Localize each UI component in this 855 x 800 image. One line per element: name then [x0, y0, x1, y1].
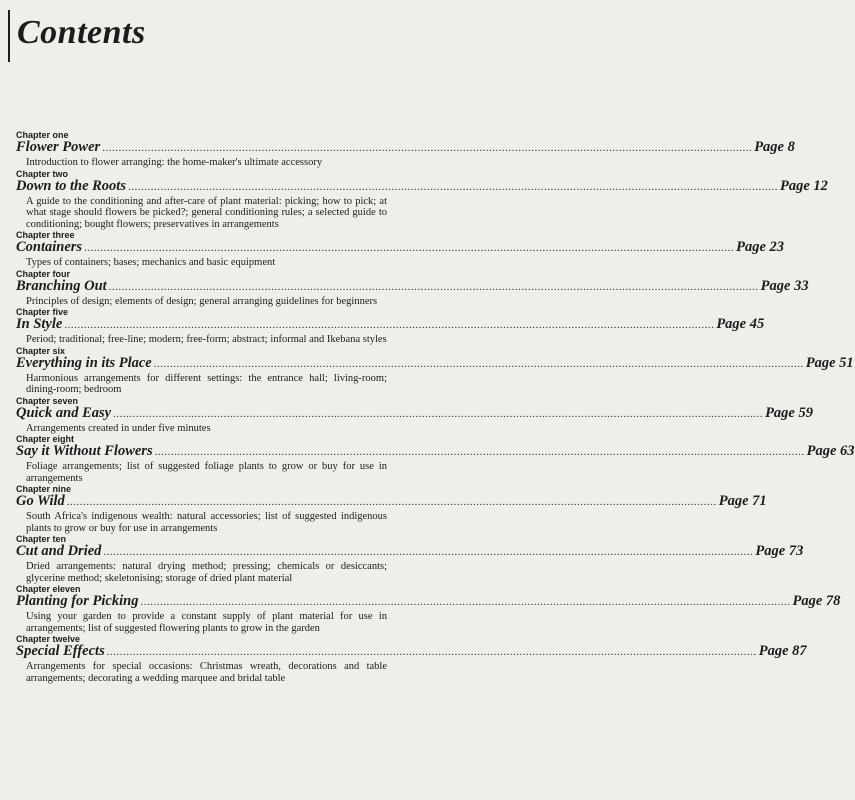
- chapter-heading-row: [16, 139, 795, 156]
- chapter-label: Chapter six: [16, 345, 66, 356]
- chapter-title: In Style: [16, 316, 63, 332]
- chapter-title: Quick and Easy: [16, 404, 112, 421]
- page-reference: Page 73: [755, 543, 804, 559]
- dot-leader: ........................................................................................................................................................................................................: [103, 546, 754, 558]
- chapter-heading-row: [16, 543, 804, 560]
- page-reference: Page 51: [805, 354, 854, 371]
- toc-entry: [16, 230, 785, 269]
- page-reference: Page 71: [718, 493, 767, 509]
- chapter-title: Flower Power: [16, 139, 101, 155]
- toc-entry: [16, 434, 855, 484]
- dot-leader: ........................................................................................................................................................................................................: [127, 180, 778, 193]
- toc-entry: [16, 395, 813, 435]
- chapter-label: Chapter eleven: [16, 584, 81, 594]
- chapter-heading-row: [16, 354, 854, 372]
- table-of-contents: [16, 130, 855, 684]
- chapter-heading-row: [16, 239, 785, 256]
- chapter-label: Chapter four: [16, 268, 70, 279]
- chapter-description: Period; traditional; free-line; modern; free-form; abstract; informal and Ikebana styles: [26, 334, 387, 345]
- dot-leader: ........................................................................................................................................................................................................: [64, 319, 715, 331]
- chapter-heading-row: [16, 316, 765, 333]
- dot-leader: ........................................................................................................................................................................................................: [102, 142, 753, 154]
- chapter-label: Chapter one: [16, 130, 69, 140]
- chapter-title: Special Effects: [16, 643, 105, 659]
- toc-entry: [16, 168, 828, 231]
- page-reference: Page 59: [765, 404, 813, 421]
- chapter-title: Cut and Dried: [16, 543, 102, 559]
- page-reference: Page 8: [754, 139, 795, 155]
- chapter-heading-row: [16, 593, 841, 610]
- margin-rule: [8, 10, 10, 62]
- toc-entry: [16, 484, 767, 534]
- chapter-description: Arrangements for special occasions: Christmas wreath, decorations and table arrangements; decorating a wedding marquee and bridal table: [26, 661, 387, 684]
- toc-entry: [16, 307, 765, 346]
- page-reference: Page 63: [806, 443, 855, 459]
- page-reference: Page 33: [760, 277, 809, 294]
- chapter-label: Chapter nine: [16, 484, 72, 494]
- dot-leader: ........................................................................................................................................................................................................: [66, 496, 717, 508]
- chapter-label: Chapter five: [16, 307, 69, 317]
- chapter-description: Harmonious arrangements for different settings: the entrance hall; living-room; dining-room; bedroom: [26, 372, 387, 395]
- chapter-label: Chapter eight: [16, 434, 75, 444]
- chapter-title: Down to the Roots: [16, 177, 126, 194]
- page-reference: Page 12: [779, 177, 828, 194]
- chapter-heading-row: [16, 643, 807, 660]
- chapter-title: Branching Out: [16, 277, 107, 294]
- dot-leader: ........................................................................................................................................................................................................: [140, 596, 791, 608]
- chapter-description: Introduction to flower arranging: the home-maker's ultimate accessory: [26, 157, 323, 168]
- page-reference: Page 23: [736, 239, 785, 255]
- chapter-heading-row: [16, 404, 813, 422]
- chapter-title: Go Wild: [16, 493, 65, 509]
- chapter-description: Using your garden to provide a constant supply of plant material for use in arrangements; list of suggested flowering plants to grow in the garden: [26, 611, 387, 634]
- chapter-heading-row: [16, 177, 828, 195]
- chapter-title: Containers: [16, 239, 83, 255]
- page-reference: Page 78: [792, 593, 841, 609]
- page-title: Contents: [17, 14, 146, 51]
- chapter-label: Chapter ten: [16, 534, 67, 544]
- chapter-label: Chapter two: [16, 168, 69, 179]
- toc-entry: [16, 268, 809, 308]
- dot-leader: ........................................................................................................................................................................................................: [84, 242, 735, 254]
- chapter-heading-row: [16, 493, 767, 510]
- dot-leader: ........................................................................................................................................................................................................: [106, 646, 757, 658]
- toc-entry: [16, 584, 841, 634]
- chapter-title: Planting for Picking: [16, 593, 139, 609]
- chapter-heading-row: [16, 277, 809, 295]
- chapter-heading-row: [16, 443, 855, 460]
- chapter-description: Foliage arrangements; list of suggested foliage plants to grow or buy for use in arrangements: [26, 461, 387, 484]
- page-reference: Page 87: [758, 643, 807, 659]
- dot-leader: ........................................................................................................................................................................................................: [113, 407, 764, 420]
- toc-entry: [16, 534, 804, 584]
- chapter-description: Dried arrangements: natural drying method; pressing; chemicals or desiccants; glycerine method; skeletonising; storage of dried plant material: [26, 561, 387, 584]
- dot-leader: ........................................................................................................................................................................................................: [153, 357, 804, 370]
- dot-leader: ........................................................................................................................................................................................................: [108, 280, 759, 293]
- chapter-description: Principles of design; elements of design; general arranging guidelines for beginners: [26, 295, 378, 307]
- page-reference: Page 45: [716, 316, 765, 332]
- toc-entry: [16, 634, 807, 684]
- toc-entry: [16, 130, 795, 169]
- chapter-label: Chapter seven: [16, 395, 79, 406]
- chapter-title: Say it Without Flowers: [16, 443, 153, 459]
- chapter-description: Arrangements created in under five minutes: [26, 422, 211, 434]
- toc-entry: [16, 345, 854, 396]
- chapter-description: South Africa's indigenous wealth: natural accessories; list of suggested indigenous plants to grow or buy for use in arrangements: [26, 511, 387, 534]
- chapter-title: Everything in its Place: [16, 354, 152, 371]
- chapter-description: Types of containers; bases; mechanics and basic equipment: [26, 257, 276, 268]
- dot-leader: ........................................................................................................................................................................................................: [154, 446, 805, 458]
- chapter-label: Chapter twelve: [16, 634, 81, 644]
- chapter-description: A guide to the conditioning and after-care of plant material: picking; how to pick; at what stage should flowers be picked?; general conditioning rules; a selected guide to conditioning; bought flowers; preservatives in arrangements: [26, 195, 387, 230]
- chapter-label: Chapter three: [16, 230, 75, 240]
